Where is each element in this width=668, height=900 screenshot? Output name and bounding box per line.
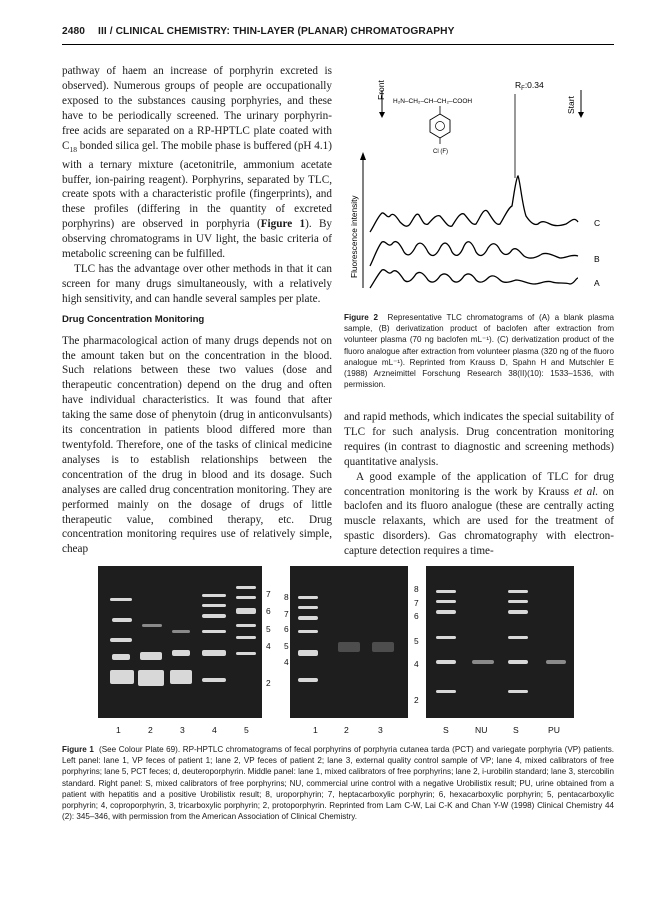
left-plate-marker: 7 <box>266 589 271 599</box>
band <box>508 660 528 664</box>
band <box>172 630 190 633</box>
lane-label: S <box>513 725 519 735</box>
left-paragraph-1 <box>62 64 332 262</box>
lane-label: 2 <box>148 725 153 735</box>
benzene-ring-inner <box>436 122 445 131</box>
band <box>112 618 132 622</box>
figure-2-caption-text: Representative TLC chromatograms of (A) a blank plasma sample, (B) derivatization product of baclofen after extraction from volunteer plasma (70 ng baclofen mL⁻¹). (C) derivatization product of the fluoro analogue after extraction from volunteer plasma (320 ng of the fluoro analogue mL⁻¹). Reprinted from Krauss D, Spahn H and Mutschler E (1988) Arzneimittel Forschung Research 38(II)(10): 1533–1536, with permission. <box>344 313 615 390</box>
band <box>110 638 132 642</box>
header-rule <box>62 44 614 45</box>
middle-plate-marker: 4 <box>284 657 289 667</box>
band <box>436 610 456 614</box>
section-heading: Drug Concentration Monitoring <box>62 313 205 325</box>
band <box>298 606 318 609</box>
baclofen-formula: H₂N–CH₂–CH–CH₂–COOH <box>393 98 473 105</box>
figure-1-caption-text: (See Colour Plate 69). RP-HPTLC chromatograms of fecal porphyrins of porphyria cutanea tarda (PCT) and variegate porphyria (VP) patients. Left panel: lane 1, VP feces of patient 1; lane 2, VP feces of patient 2; lane 3, external quality control sample of VP; lane 4, mixed calibrators of free porphyrins; lane 5, PCT feces; d, deuteroporphyrin. Middle panel: lane 1, mixed calibrators of free porphyrins; lane 2, i-urobilin standard; lane 3, stercobilin standard. Right panel: S, mixed calibrators of free porphyrins; NU, commercial urine control with a negative Urobilistix result; PU, urine obtained from a patient with hepatitis and a positive Urobilistix result; 8, uroporphyrin; 7, heptacarboxylic porphyrin; 6, hexacarboxylic porphyrin; 5, pentacarboxylic porphyrin; 4, coproporphyrin, 3, tricarboxylic porphyrin; 2, protoporphyrin. Reprinted from Lam C-W, Lai C-K and Chan Y-W (1998) <box>62 745 614 811</box>
band <box>202 630 226 633</box>
rf-r: R <box>515 80 522 90</box>
band <box>236 624 256 627</box>
band <box>436 690 456 693</box>
band <box>236 608 256 614</box>
band <box>298 678 318 682</box>
band <box>236 586 256 589</box>
page-number: 2480 <box>62 26 86 37</box>
trace-label-b: B <box>594 254 600 264</box>
figure-1-caption-label: Figure 1 <box>62 745 94 754</box>
band <box>508 600 528 603</box>
running-title: III / CLINICAL CHEMISTRY: THIN-LAYER (PLANAR) CHROMATOGRAPHY <box>98 26 455 37</box>
band <box>298 596 318 599</box>
figure-1-caption-journal: Clinical Chemistry <box>537 801 603 811</box>
band <box>436 600 456 603</box>
band <box>202 678 226 682</box>
figure-1-right-plate <box>426 566 574 718</box>
right-paragraph-1: and rapid methods, which indicates the special suitability of TLC for such analysis. Drug concentration monitoring requires (in contrast to diagnostic and screening methods) quantitative analysis. <box>344 411 614 468</box>
trace-label-c: C <box>594 218 601 228</box>
trace-c <box>370 176 578 232</box>
figure-1-caption-tail: 44 (2): 345–346, with permission from the American Association of Clinical Chemistry. <box>62 801 614 822</box>
front-label: Front <box>376 80 386 100</box>
left-plate-marker: 4 <box>266 641 271 651</box>
band <box>508 690 528 693</box>
left-paragraph-2: TLC has the advantage over other methods in that it can screen for many drugs simultaneously, with a relatively high sensitivity, and can handle several samples per plate. <box>62 263 332 305</box>
band <box>472 660 494 664</box>
band <box>546 660 566 664</box>
left-column <box>62 64 332 557</box>
middle-plate-marker: 7 <box>284 609 289 619</box>
substituent-label: Cl (F) <box>433 149 448 155</box>
right-plate-marker: 2 <box>414 695 419 705</box>
band <box>298 630 318 633</box>
band <box>202 604 226 607</box>
left-p1-text-b: bonded silica gel. The mobile phase is buffered (pH 4.1) with a ternary mixture (acetonitrile, ammonium acetate buffer, ion-pairing reagent). Porphyrins, separated by TLC, create spots with a characteristic profile (fingerprints), and these profiles (differing in the quantity of excreted porphyrins) are observed in porphyria ( <box>62 139 332 231</box>
band <box>112 654 130 660</box>
band <box>140 652 162 660</box>
lane-label: S <box>443 725 449 735</box>
band <box>508 636 528 639</box>
right-plate-marker: 6 <box>414 611 419 621</box>
band <box>236 652 256 655</box>
running-header <box>62 26 614 37</box>
start-label: Start <box>566 96 576 114</box>
band <box>202 650 226 656</box>
y-axis-label: Fluorescence intensity <box>349 195 359 278</box>
band <box>170 670 192 684</box>
et-al: et al. <box>573 485 599 498</box>
lane-label: 3 <box>378 725 383 735</box>
start-arrow-head <box>578 112 584 118</box>
right-p2-text-a: A good example of the application of TLC for drug concentration monitoring is the work by Krauss <box>344 470 614 498</box>
band <box>202 594 226 597</box>
band <box>508 590 528 593</box>
trace-b <box>370 242 578 266</box>
front-arrow-head <box>379 112 385 118</box>
left-p1-text-a: pathway of haem an increase of porphyrin excreted is observed). Numerous groups of people are occupationally exposed to the substances causing porphyries, and these have to be periodically screened. The urinary porphyrin-free acids are separated on a RP-HPTLC plate coated with C <box>62 65 332 152</box>
left-paragraph-3: The pharmacological action of many drugs depends not on the amount taken but on the concentration in the blood. Such relations between these two values (dose and therapeutic concentration) depend on the drug and often have individual characteristics. It was found that after taking the same dose of phenytoin (drug in anticonvulsants) its concentration in patients blood differed more than twentyfold. Therefore, one of the tasks of clinical medicine analyses is to establish relationships between the concentration of the drug in blood and its dosage. Such analyses are called drug concentration monitoring. They are performed mainly on the dosage of drugs of little therapeutic value, combined therapy, etc. Drug concentration monitoring requires use of relatively simple, cheap <box>62 334 332 556</box>
band <box>236 596 256 599</box>
band <box>172 650 190 656</box>
lane-label: NU <box>475 725 488 735</box>
band <box>508 610 528 614</box>
lane-label: 5 <box>244 725 249 735</box>
band <box>372 642 394 652</box>
left-plate-marker: 2 <box>266 678 271 688</box>
middle-plate-marker: 6 <box>284 624 289 634</box>
left-plate-marker: 6 <box>266 606 271 616</box>
right-p2-text-b: on baclofen and its fluoro analogue (these are centrally acting muscle relaxants, which are used for the treatment of spastic disorders). Gas chromatography with electron-capture detection requires a time- <box>344 485 615 558</box>
right-plate-marker: 4 <box>414 659 419 669</box>
band <box>138 670 164 686</box>
band <box>110 670 134 684</box>
figure-1-middle-plate <box>290 566 408 718</box>
trace-a <box>370 270 578 288</box>
lane-label: 3 <box>180 725 185 735</box>
lane-label: PU <box>548 725 560 735</box>
rf-sub: F <box>521 86 525 92</box>
band <box>298 650 318 656</box>
right-paragraph-2 <box>344 470 614 559</box>
left-plate-marker: 5 <box>266 624 271 634</box>
figure-1-caption <box>62 744 614 822</box>
figure-2-chromatogram <box>344 66 614 306</box>
band <box>436 660 456 664</box>
lane-label: 1 <box>313 725 318 735</box>
right-plate-marker: 7 <box>414 598 419 608</box>
band <box>142 624 162 627</box>
right-plate-marker: 8 <box>414 584 419 594</box>
c18-subscript: 18 <box>69 144 77 154</box>
band <box>338 642 360 652</box>
band <box>202 614 226 618</box>
band <box>298 616 318 620</box>
band <box>236 636 256 639</box>
lane-label: 1 <box>116 725 121 735</box>
figure-1-reference[interactable]: Figure 1 <box>260 218 306 231</box>
middle-plate-marker: 5 <box>284 641 289 651</box>
rf-label <box>515 80 544 92</box>
rf-value: :0.34 <box>524 80 544 90</box>
right-column <box>344 410 614 559</box>
y-axis-arrow <box>360 152 366 160</box>
lane-label: 4 <box>212 725 217 735</box>
right-plate-marker: 5 <box>414 636 419 646</box>
left-p1-text-c: ). By observing chromatograms in UV light, the basic criteria of metabolic screening can be fulfilled. <box>62 218 332 261</box>
lane-label: 2 <box>344 725 349 735</box>
benzene-ring <box>430 114 450 138</box>
figure-2-caption <box>344 312 614 390</box>
middle-plate-marker: 8 <box>284 592 289 602</box>
band <box>110 598 132 601</box>
band <box>436 590 456 593</box>
band <box>436 636 456 639</box>
trace-label-a: A <box>594 278 600 288</box>
figure-1-left-plate <box>98 566 262 718</box>
figure-2-caption-label: Figure 2 <box>344 313 378 322</box>
